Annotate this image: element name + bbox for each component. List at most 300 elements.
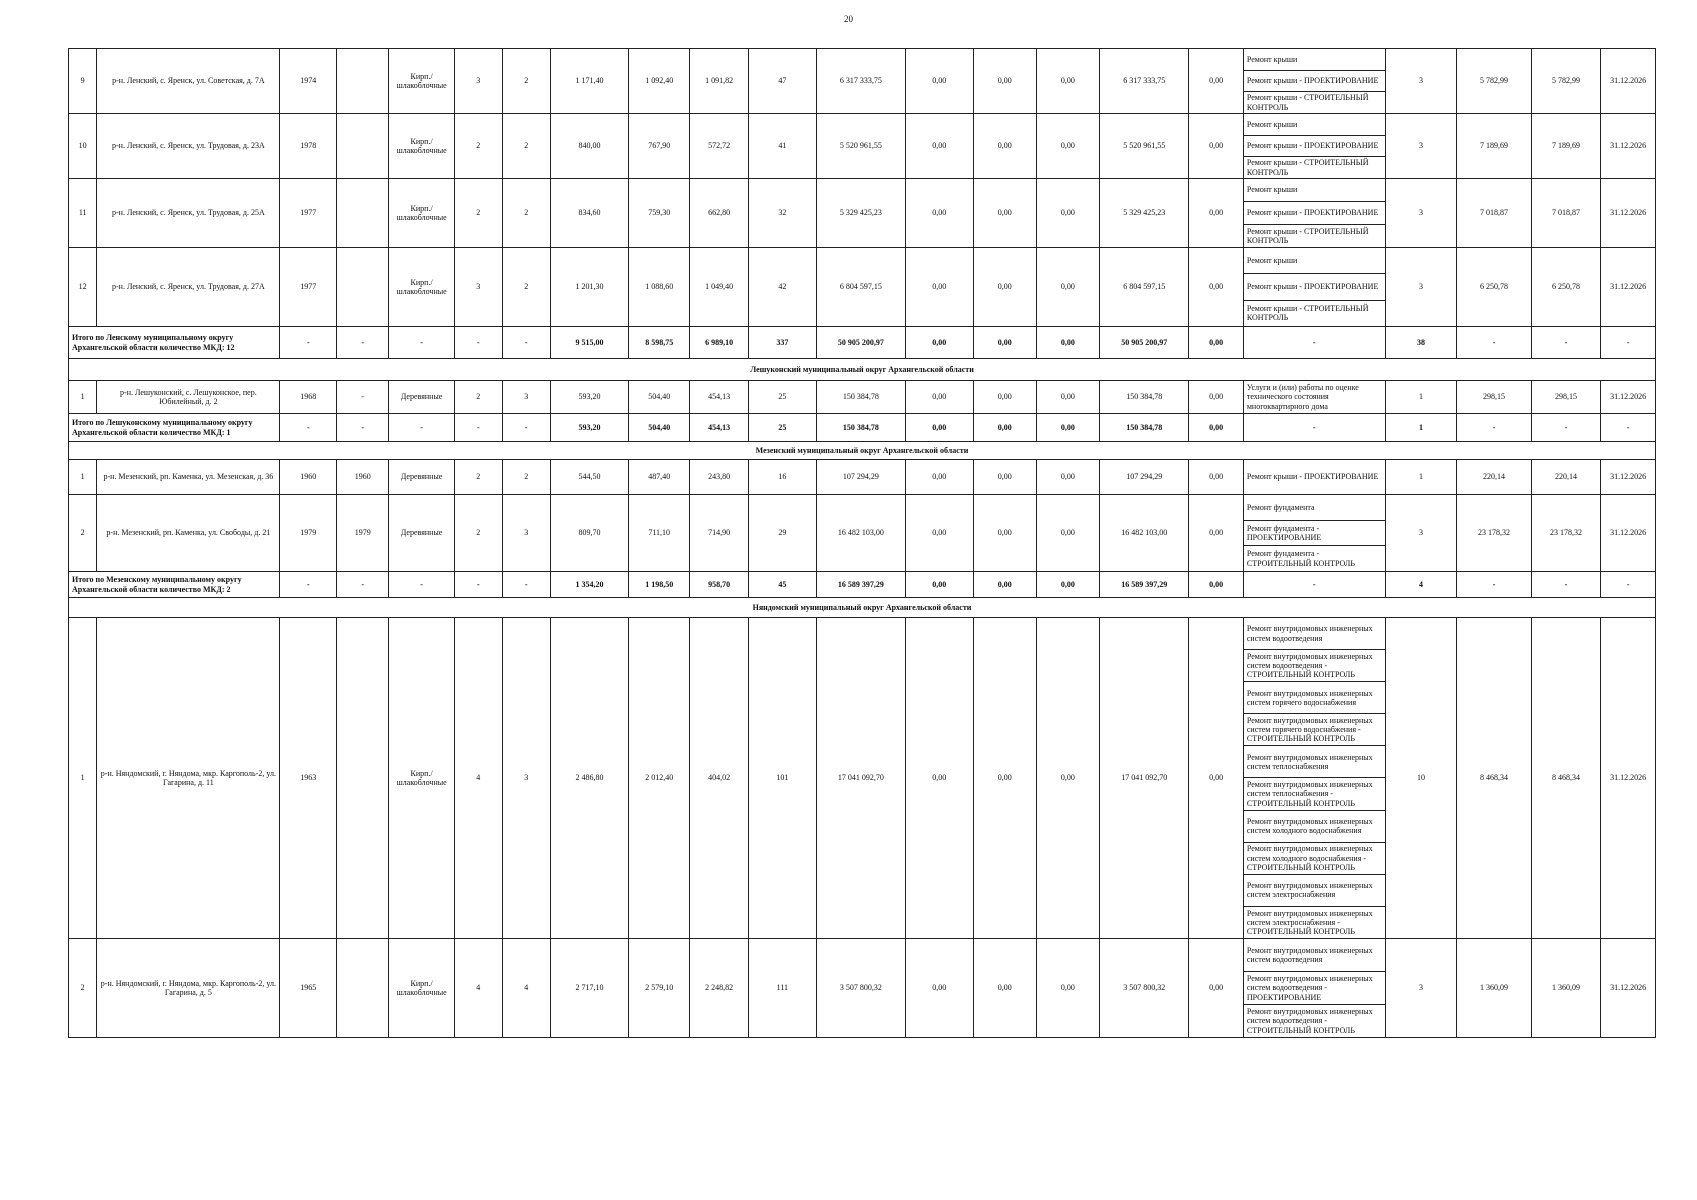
cell-cost-total: 3 507 800,32 xyxy=(816,939,905,1038)
table-row xyxy=(69,939,1656,1038)
cell-cost-total: 6 317 333,75 xyxy=(816,49,905,114)
total-area-total: 593,20 xyxy=(550,414,628,442)
total-area-living: 8 598,75 xyxy=(629,327,690,359)
cell-wall: Кирп./ шлакоблочные xyxy=(389,618,454,939)
cell-entrances: 2 xyxy=(502,49,550,114)
total-placeholder: - xyxy=(1531,572,1601,598)
cell-entrances: 2 xyxy=(502,114,550,179)
cell-works-count: 3 xyxy=(1385,248,1457,327)
cell-year-built: 1965 xyxy=(280,939,337,1038)
work-item: Ремонт крыши - СТРОИТЕЛЬНЫЙ КОНТРОЛЬ xyxy=(1246,226,1369,245)
total-area-total: 1 354,20 xyxy=(550,572,628,598)
works-list xyxy=(1244,248,1385,326)
cell-address: р-н. Мезенский, рп. Каменка, ул. Мезенская, д. 36 xyxy=(97,460,280,495)
work-item: Ремонт внутридомовых инженерных систем водоотведения xyxy=(1244,618,1385,650)
cell-unit-cost: 1 360,09 xyxy=(1457,939,1531,1038)
cell-address: р-н. Ленский, с. Яренск, ул. Трудовая, д. 25А xyxy=(97,179,280,248)
works-list xyxy=(1244,49,1385,113)
work-item: Ремонт внутридомовых инженерных систем теплоснабжения - СТРОИТЕЛЬНЫЙ КОНТРОЛЬ xyxy=(1244,778,1385,810)
cell-floors: 3 xyxy=(454,248,502,327)
total-cost-total: 150 384,78 xyxy=(816,414,905,442)
work-item: Ремонт внутридомовых инженерных систем водоотведения - СТРОИТЕЛЬНЫЙ КОНТРОЛЬ xyxy=(1246,1007,1373,1035)
work-item: Ремонт крыши xyxy=(1244,114,1385,136)
total-budget-local: 0,00 xyxy=(1036,414,1099,442)
cell-budget-local: 0,00 xyxy=(1036,460,1099,495)
total-works-count: 1 xyxy=(1385,414,1457,442)
cell-no: 1 xyxy=(69,460,97,495)
total-placeholder: - xyxy=(1601,572,1656,598)
cell-year-reconstructed xyxy=(337,49,389,114)
total-area-residential: 6 989,10 xyxy=(690,327,749,359)
total-label: Итого по Лешуконскому муниципальному округу Архангельской области количество МКД: 1 xyxy=(69,414,280,442)
cell-budget-local: 0,00 xyxy=(1036,114,1099,179)
cell-budget-subject: 0,00 xyxy=(973,179,1036,248)
cell-year-reconstructed: 1960 xyxy=(337,460,389,495)
cell-budget-local: 0,00 xyxy=(1036,248,1099,327)
cell-area-living: 1 092,40 xyxy=(629,49,690,114)
cell-floors: 2 xyxy=(454,460,502,495)
total-budget-subject: 0,00 xyxy=(973,572,1036,598)
cell-max-unit-cost: 8 468,34 xyxy=(1531,618,1601,939)
cell-wall: Кирп./ шлакоблочные xyxy=(389,114,454,179)
table-row xyxy=(69,114,1656,179)
cell-fund: 0,00 xyxy=(906,460,974,495)
cell-year-reconstructed xyxy=(337,618,389,939)
cell-budget-subject: 0,00 xyxy=(973,114,1036,179)
cell-residents: 32 xyxy=(749,179,817,248)
work-item: Ремонт внутридомовых инженерных систем теплоснабжения xyxy=(1244,746,1385,778)
total-placeholder: - xyxy=(389,414,454,442)
cell-area-total: 840,00 xyxy=(550,114,628,179)
total-other: 0,00 xyxy=(1189,414,1243,442)
cell-no: 1 xyxy=(69,381,97,414)
cell-budget-subject: 0,00 xyxy=(973,381,1036,414)
work-item: Ремонт внутридомовых инженерных систем водоотведения xyxy=(1244,939,1385,972)
cell-floors: 4 xyxy=(454,939,502,1038)
work-item: Ремонт фундамента - ПРОЕКТИРОВАНИЕ xyxy=(1244,521,1385,547)
cell-wall: Кирп./ шлакоблочные xyxy=(389,939,454,1038)
cell-floors: 2 xyxy=(454,381,502,414)
works-list xyxy=(1244,495,1385,571)
cell-budget-subject: 0,00 xyxy=(973,460,1036,495)
cell-other: 0,00 xyxy=(1189,49,1243,114)
cell-budget-local: 0,00 xyxy=(1036,49,1099,114)
cell-year-built: 1977 xyxy=(280,179,337,248)
cell-area-residential: 2 248,82 xyxy=(690,939,749,1038)
total-budget-local: 0,00 xyxy=(1036,572,1099,598)
cell-year-reconstructed xyxy=(337,179,389,248)
cell-other: 0,00 xyxy=(1189,939,1243,1038)
total-placeholder: - xyxy=(280,327,337,359)
cell-cost-total: 107 294,29 xyxy=(816,460,905,495)
cell-max-unit-cost: 220,14 xyxy=(1531,460,1601,495)
table-row xyxy=(69,381,1656,414)
cell-max-unit-cost: 23 178,32 xyxy=(1531,495,1601,572)
cell-floors: 2 xyxy=(454,179,502,248)
cell-area-residential: 1 091,82 xyxy=(690,49,749,114)
cell-max-unit-cost: 1 360,09 xyxy=(1531,939,1601,1038)
cell-wall: Деревянные xyxy=(389,381,454,414)
total-placeholder: - xyxy=(454,414,502,442)
cell-deadline: 31.12.2026 xyxy=(1601,248,1656,327)
work-item: Ремонт внутридомовых инженерных систем электроснабжения - СТРОИТЕЛЬНЫЙ КОНТРОЛЬ xyxy=(1246,908,1373,936)
cell-other: 0,00 xyxy=(1189,179,1243,248)
total-works-placeholder: - xyxy=(1243,414,1385,442)
total-row xyxy=(69,414,1656,442)
cell-fund: 0,00 xyxy=(906,939,974,1038)
cell-year-built: 1968 xyxy=(280,381,337,414)
total-residents: 45 xyxy=(749,572,817,598)
section-header-row xyxy=(69,598,1656,618)
total-label: Итого по Мезенскому муниципальному округу Архангельской области количество МКД: 2 xyxy=(69,572,280,598)
cell-works-count: 1 xyxy=(1385,460,1457,495)
work-item: Ремонт внутридомовых инженерных систем водоотведения - СТРОИТЕЛЬНЫЙ КОНТРОЛЬ xyxy=(1244,650,1385,682)
total-placeholder: - xyxy=(454,327,502,359)
total-cost-total: 50 905 200,97 xyxy=(816,327,905,359)
total-placeholder: - xyxy=(1457,572,1531,598)
total-placeholder: - xyxy=(1601,327,1656,359)
cell-unit-cost: 23 178,32 xyxy=(1457,495,1531,572)
total-placeholder: - xyxy=(502,414,550,442)
cell-area-total: 593,20 xyxy=(550,381,628,414)
repair-register-table xyxy=(68,48,1656,1038)
cell-year-reconstructed: 1979 xyxy=(337,495,389,572)
cell-owners: 5 520 961,55 xyxy=(1100,114,1189,179)
cell-max-unit-cost: 6 250,78 xyxy=(1531,248,1601,327)
cell-year-built: 1979 xyxy=(280,495,337,572)
cell-max-unit-cost: 5 782,99 xyxy=(1531,49,1601,114)
cell-entrances: 4 xyxy=(502,939,550,1038)
cell-area-residential: 662,80 xyxy=(690,179,749,248)
cell-address: р-н. Лешуконский, с. Лешуконское, пер. Юбилейный, д. 2 xyxy=(97,381,280,414)
cell-wall: Кирп./ шлакоблочные xyxy=(389,248,454,327)
cell-deadline: 31.12.2026 xyxy=(1601,114,1656,179)
work-item: Ремонт внутридомовых инженерных систем водоотведения - ПРОЕКТИРОВАНИЕ xyxy=(1244,972,1385,1005)
cell-works-count: 3 xyxy=(1385,939,1457,1038)
total-placeholder: - xyxy=(280,572,337,598)
cell-owners: 6 804 597,15 xyxy=(1100,248,1189,327)
work-item: Ремонт крыши - СТРОИТЕЛЬНЫЙ КОНТРОЛЬ xyxy=(1246,93,1369,112)
cell-wall: Кирп./ шлакоблочные xyxy=(389,179,454,248)
cell-fund: 0,00 xyxy=(906,114,974,179)
work-item: Ремонт крыши - СТРОИТЕЛЬНЫЙ КОНТРОЛЬ xyxy=(1246,304,1369,323)
cell-residents: 25 xyxy=(749,381,817,414)
cell-budget-subject: 0,00 xyxy=(973,248,1036,327)
cell-year-reconstructed: - xyxy=(337,381,389,414)
cell-area-total: 2 486,80 xyxy=(550,618,628,939)
total-cost-total: 16 589 397,29 xyxy=(816,572,905,598)
cell-address: р-н. Мезенский, рп. Каменка, ул. Свободы, д. 21 xyxy=(97,495,280,572)
total-area-living: 504,40 xyxy=(629,414,690,442)
total-placeholder: - xyxy=(1457,414,1531,442)
table-body xyxy=(69,49,1656,1038)
work-item: Ремонт крыши - СТРОИТЕЛЬНЫЙ КОНТРОЛЬ xyxy=(1246,158,1369,177)
cell-budget-local: 0,00 xyxy=(1036,618,1099,939)
cell-budget-subject: 0,00 xyxy=(973,495,1036,572)
work-item: Ремонт крыши xyxy=(1244,248,1385,274)
works-cell xyxy=(1243,460,1385,495)
work-item: Услуги и (или) работы по оценке технического состояния многоквартирного дома xyxy=(1246,383,1359,411)
total-placeholder: - xyxy=(1457,327,1531,359)
total-fund: 0,00 xyxy=(906,572,974,598)
cell-other: 0,00 xyxy=(1189,114,1243,179)
cell-entrances: 3 xyxy=(502,495,550,572)
cell-residents: 41 xyxy=(749,114,817,179)
cell-area-total: 544,50 xyxy=(550,460,628,495)
works-cell xyxy=(1243,939,1385,1038)
section-header-row xyxy=(69,359,1656,381)
work-item: Ремонт крыши - ПРОЕКТИРОВАНИЕ xyxy=(1244,274,1385,300)
total-row xyxy=(69,327,1656,359)
cell-area-residential: 454,13 xyxy=(690,381,749,414)
cell-fund: 0,00 xyxy=(906,49,974,114)
work-item: Ремонт внутридомовых инженерных систем горячего водоснабжения xyxy=(1244,682,1385,714)
cell-other: 0,00 xyxy=(1189,381,1243,414)
work-item: Ремонт крыши xyxy=(1244,49,1385,71)
cell-area-total: 834,60 xyxy=(550,179,628,248)
total-works-count: 4 xyxy=(1385,572,1457,598)
cell-residents: 47 xyxy=(749,49,817,114)
cell-year-reconstructed xyxy=(337,114,389,179)
cell-entrances: 2 xyxy=(502,248,550,327)
total-other: 0,00 xyxy=(1189,327,1243,359)
cell-deadline: 31.12.2026 xyxy=(1601,939,1656,1038)
work-item: Ремонт фундамента xyxy=(1244,495,1385,521)
cell-works-count: 3 xyxy=(1385,179,1457,248)
total-works-placeholder: - xyxy=(1243,572,1385,598)
work-item: Ремонт внутридомовых инженерных систем электроснабжения xyxy=(1244,875,1385,907)
total-budget-subject: 0,00 xyxy=(973,414,1036,442)
cell-owners: 17 041 092,70 xyxy=(1100,618,1189,939)
cell-deadline: 31.12.2026 xyxy=(1601,179,1656,248)
works-cell xyxy=(1243,248,1385,327)
cell-other: 0,00 xyxy=(1189,460,1243,495)
cell-year-built: 1963 xyxy=(280,618,337,939)
total-works-count: 38 xyxy=(1385,327,1457,359)
total-placeholder: - xyxy=(1601,414,1656,442)
cell-area-total: 809,70 xyxy=(550,495,628,572)
cell-owners: 5 329 425,23 xyxy=(1100,179,1189,248)
section-header-row xyxy=(69,442,1656,460)
table-row xyxy=(69,618,1656,939)
total-other: 0,00 xyxy=(1189,572,1243,598)
cell-works-count: 1 xyxy=(1385,381,1457,414)
works-cell xyxy=(1243,618,1385,939)
total-placeholder: - xyxy=(389,327,454,359)
total-placeholder: - xyxy=(502,572,550,598)
cell-no: 2 xyxy=(69,939,97,1038)
table-row xyxy=(69,248,1656,327)
works-cell xyxy=(1243,179,1385,248)
total-residents: 337 xyxy=(749,327,817,359)
works-list xyxy=(1244,381,1385,413)
cell-year-built: 1978 xyxy=(280,114,337,179)
cell-residents: 111 xyxy=(749,939,817,1038)
cell-entrances: 3 xyxy=(502,618,550,939)
cell-area-living: 767,90 xyxy=(629,114,690,179)
cell-other: 0,00 xyxy=(1189,618,1243,939)
cell-entrances: 2 xyxy=(502,179,550,248)
total-owners: 150 384,78 xyxy=(1100,414,1189,442)
total-owners: 50 905 200,97 xyxy=(1100,327,1189,359)
cell-unit-cost: 5 782,99 xyxy=(1457,49,1531,114)
cell-unit-cost: 8 468,34 xyxy=(1457,618,1531,939)
cell-budget-subject: 0,00 xyxy=(973,49,1036,114)
total-row xyxy=(69,572,1656,598)
cell-max-unit-cost: 7 189,69 xyxy=(1531,114,1601,179)
total-area-residential: 454,13 xyxy=(690,414,749,442)
cell-fund: 0,00 xyxy=(906,179,974,248)
total-placeholder: - xyxy=(454,572,502,598)
cell-wall: Деревянные xyxy=(389,495,454,572)
work-item: Ремонт фундамента - СТРОИТЕЛЬНЫЙ КОНТРОЛЬ xyxy=(1246,549,1355,568)
cell-cost-total: 5 329 425,23 xyxy=(816,179,905,248)
cell-year-reconstructed xyxy=(337,939,389,1038)
cell-unit-cost: 220,14 xyxy=(1457,460,1531,495)
cell-residents: 16 xyxy=(749,460,817,495)
works-cell xyxy=(1243,114,1385,179)
total-fund: 0,00 xyxy=(906,414,974,442)
cell-residents: 29 xyxy=(749,495,817,572)
total-placeholder: - xyxy=(502,327,550,359)
cell-no: 2 xyxy=(69,495,97,572)
works-list xyxy=(1244,114,1385,178)
cell-address: р-н. Ленский, с. Яренск, ул. Трудовая, д. 23А xyxy=(97,114,280,179)
cell-deadline: 31.12.2026 xyxy=(1601,495,1656,572)
cell-owners: 150 384,78 xyxy=(1100,381,1189,414)
total-placeholder: - xyxy=(1531,414,1601,442)
cell-budget-local: 0,00 xyxy=(1036,381,1099,414)
total-residents: 25 xyxy=(749,414,817,442)
table-row xyxy=(69,495,1656,572)
total-fund: 0,00 xyxy=(906,327,974,359)
total-label: Итого по Ленскому муниципальному округу Архангельской области количество МКД: 12 xyxy=(69,327,280,359)
page-number: 20 xyxy=(844,14,853,24)
cell-area-total: 1 201,30 xyxy=(550,248,628,327)
cell-no: 10 xyxy=(69,114,97,179)
cell-year-built: 1974 xyxy=(280,49,337,114)
works-cell xyxy=(1243,381,1385,414)
cell-cost-total: 17 041 092,70 xyxy=(816,618,905,939)
cell-fund: 0,00 xyxy=(906,495,974,572)
section-title: Няндомский муниципальный округ Архангельской области xyxy=(69,598,1656,618)
total-placeholder: - xyxy=(337,327,389,359)
table-row xyxy=(69,49,1656,114)
cell-year-built: 1977 xyxy=(280,248,337,327)
cell-residents: 101 xyxy=(749,618,817,939)
cell-floors: 2 xyxy=(454,495,502,572)
cell-area-living: 504,40 xyxy=(629,381,690,414)
cell-budget-subject: 0,00 xyxy=(973,618,1036,939)
cell-cost-total: 16 482 103,00 xyxy=(816,495,905,572)
cell-area-living: 711,10 xyxy=(629,495,690,572)
total-placeholder: - xyxy=(337,414,389,442)
works-list xyxy=(1244,618,1385,938)
cell-entrances: 3 xyxy=(502,381,550,414)
cell-area-residential: 243,80 xyxy=(690,460,749,495)
table-row xyxy=(69,460,1656,495)
cell-floors: 4 xyxy=(454,618,502,939)
cell-deadline: 31.12.2026 xyxy=(1601,49,1656,114)
works-list xyxy=(1244,460,1385,494)
cell-fund: 0,00 xyxy=(906,381,974,414)
cell-fund: 0,00 xyxy=(906,248,974,327)
cell-cost-total: 6 804 597,15 xyxy=(816,248,905,327)
cell-no: 9 xyxy=(69,49,97,114)
works-cell xyxy=(1243,49,1385,114)
cell-works-count: 10 xyxy=(1385,618,1457,939)
cell-deadline: 31.12.2026 xyxy=(1601,618,1656,939)
cell-budget-local: 0,00 xyxy=(1036,495,1099,572)
total-area-living: 1 198,50 xyxy=(629,572,690,598)
cell-unit-cost: 298,15 xyxy=(1457,381,1531,414)
work-item: Ремонт внутридомовых инженерных систем холодного водоснабжения - СТРОИТЕЛЬНЫЙ КОНТРОЛЬ xyxy=(1244,843,1385,875)
cell-owners: 16 482 103,00 xyxy=(1100,495,1189,572)
cell-area-residential: 404,02 xyxy=(690,618,749,939)
work-item: Ремонт крыши - ПРОЕКТИРОВАНИЕ xyxy=(1244,202,1385,225)
cell-area-living: 1 088,60 xyxy=(629,248,690,327)
cell-area-living: 487,40 xyxy=(629,460,690,495)
cell-fund: 0,00 xyxy=(906,618,974,939)
cell-area-total: 1 171,40 xyxy=(550,49,628,114)
cell-cost-total: 150 384,78 xyxy=(816,381,905,414)
work-item: Ремонт внутридомовых инженерных систем горячего водоснабжения - СТРОИТЕЛЬНЫЙ КОНТРОЛЬ xyxy=(1244,714,1385,746)
cell-budget-local: 0,00 xyxy=(1036,179,1099,248)
works-list xyxy=(1244,939,1385,1037)
cell-address: р-н. Няндомский, г. Няндома, мкр. Каргополь-2, ул. Гагарина, д. 5 xyxy=(97,939,280,1038)
cell-area-living: 2 012,40 xyxy=(629,618,690,939)
cell-deadline: 31.12.2026 xyxy=(1601,381,1656,414)
cell-area-residential: 714,90 xyxy=(690,495,749,572)
cell-works-count: 3 xyxy=(1385,114,1457,179)
cell-area-living: 759,30 xyxy=(629,179,690,248)
cell-unit-cost: 7 018,87 xyxy=(1457,179,1531,248)
cell-unit-cost: 7 189,69 xyxy=(1457,114,1531,179)
cell-floors: 3 xyxy=(454,49,502,114)
total-area-total: 9 515,00 xyxy=(550,327,628,359)
cell-deadline: 31.12.2026 xyxy=(1601,460,1656,495)
works-list xyxy=(1244,179,1385,247)
section-title: Мезенский муниципальный округ Архангельской области xyxy=(69,442,1656,460)
cell-works-count: 3 xyxy=(1385,49,1457,114)
cell-address: р-н. Ленский, с. Яренск, ул. Трудовая, д. 27А xyxy=(97,248,280,327)
total-budget-local: 0,00 xyxy=(1036,327,1099,359)
cell-owners: 107 294,29 xyxy=(1100,460,1189,495)
total-placeholder: - xyxy=(1531,327,1601,359)
cell-max-unit-cost: 7 018,87 xyxy=(1531,179,1601,248)
cell-area-residential: 572,72 xyxy=(690,114,749,179)
work-item: Ремонт крыши xyxy=(1244,179,1385,202)
cell-address: р-н. Ленский, с. Яренск, ул. Советская, д. 7А xyxy=(97,49,280,114)
work-item: Ремонт крыши - ПРОЕКТИРОВАНИЕ xyxy=(1244,136,1385,158)
works-cell xyxy=(1243,495,1385,572)
cell-budget-subject: 0,00 xyxy=(973,939,1036,1038)
total-placeholder: - xyxy=(337,572,389,598)
cell-owners: 3 507 800,32 xyxy=(1100,939,1189,1038)
cell-residents: 42 xyxy=(749,248,817,327)
work-item: Ремонт крыши - ПРОЕКТИРОВАНИЕ xyxy=(1246,472,1379,482)
cell-year-built: 1960 xyxy=(280,460,337,495)
cell-area-total: 2 717,10 xyxy=(550,939,628,1038)
work-item: Ремонт крыши - ПРОЕКТИРОВАНИЕ xyxy=(1244,71,1385,93)
total-owners: 16 589 397,29 xyxy=(1100,572,1189,598)
cell-unit-cost: 6 250,78 xyxy=(1457,248,1531,327)
cell-works-count: 3 xyxy=(1385,495,1457,572)
cell-wall: Деревянные xyxy=(389,460,454,495)
cell-no: 12 xyxy=(69,248,97,327)
cell-max-unit-cost: 298,15 xyxy=(1531,381,1601,414)
cell-area-living: 2 579,10 xyxy=(629,939,690,1038)
